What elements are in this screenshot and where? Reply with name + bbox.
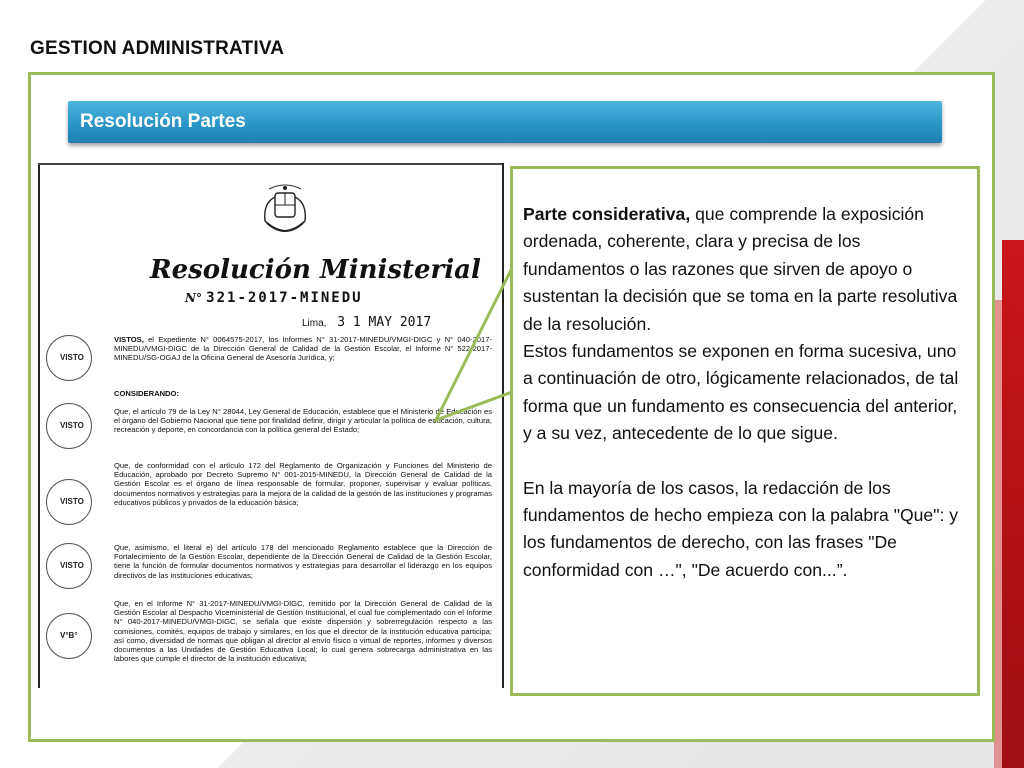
document-border <box>502 163 504 688</box>
vistos-label: VISTOS, <box>114 335 144 344</box>
section-label: Resolución Partes <box>80 111 246 132</box>
resolution-date <box>302 315 431 330</box>
stamp-label: VISTO <box>60 353 84 362</box>
number-prefix: N° <box>185 291 202 305</box>
callout-text <box>523 201 963 584</box>
stamp-label: V°B° <box>60 631 78 640</box>
date-place: Lima, <box>302 318 327 329</box>
resolution-document-image <box>38 163 506 688</box>
callout-lead-rest: que comprende la exposición ordenada, coherente, clara y precisa de los fundamentos o las razones que sirven de apoyo o sustentan la decisión que se toma en la parte resolutiva de la resolución. <box>523 204 958 334</box>
coat-of-arms-icon <box>255 183 315 241</box>
callout-paragraph: Estos fundamentos se exponen en forma sucesiva, uno a continuación de otro, lógicamente relacionados, de tal forma que un fundamento es consecuencia del anterior, y a su vez, antecedente de lo que sigue. <box>523 341 959 444</box>
stamp-label: VISTO <box>60 561 84 570</box>
decorative-stripe <box>994 300 1002 768</box>
number-value: 321-2017-MINEDU <box>206 290 363 306</box>
section-header <box>68 101 942 143</box>
document-paragraph: Que, en el Informe N° 31-2017-MINEDU/VMGI-DIGC, remitido por la Dirección General de Calidad de la Gestión Escolar al Despacho Viceministerial de Gestión Institucional, el cual fue complementado con el Informe N° 040-2017-MINEDU/VMGI-DIGC, se señala que existe dispersión y sobrerregulación respecto a las comisiones, comités, equipos de trabajo y similares, en los que el director de la institución educativa participa; así como, diversidad de normas que obligan al director al envío físico o virtual de reportes, informes y diversos documentos a las Unidades de Gestión Educativa Local; lo cual genera sobrecarga administrativa en las labores que cumple el director de la institución educativa; <box>114 599 492 664</box>
vistos-paragraph <box>114 335 492 363</box>
page-title: GESTION ADMINISTRATIVA <box>30 38 285 59</box>
stamp-label: VISTO <box>60 497 84 506</box>
resolution-number <box>185 290 363 306</box>
paragraph-gap <box>523 448 963 475</box>
document-paragraph: Que, el artículo 79 de la Ley N° 28044, Ley General de Educación, establece que el Ministerio de Educación es el órgano del Gobierno Nacional que tiene por finalidad definir, dirigir y articular la política de educación, cultura, recreación y deporte, en concordancia con la política general del Estado; <box>114 407 492 435</box>
date-value: 3 1 MAY 2017 <box>337 315 432 330</box>
vistos-text: el Expediente N° 0064575-2017, los Informes N° 31-2017-MINEDU/VMGI-DIGC y N° 040-2017-MINEDU/VMGI-DIGC de la Dirección General de Calidad de la Gestión Escolar, el Informe N° 522-2017-MINEDU/SG-OGAJ de la Oficina General de Asesoría Jurídica, y; <box>114 335 492 363</box>
document-paragraph: Que, de conformidad con el artículo 172 del Reglamento de Organización y Funciones del Ministerio de Educación, aprobado por Decreto Supremo N° 001-2015-MINEDU, la Dirección General de Calidad de la Gestión Escolar es el órgano de línea responsable de formular, proponer, supervisar y evaluar políticas, documentos normativos y estrategias para la mejora de la calidad de la gestión de las instituciones y programas educativos públicos y privados de la educación básica; <box>114 461 492 507</box>
document-paragraph: Que, asimismo, el literal e) del artículo 178 del mencionado Reglamento establece que la Dirección de Fortalecimiento de la Gestión Escolar, dependiente de la Dirección General de Calidad de la Gestión Escolar, tiene la función de formular documentos normativos y estrategias para desarrollar el liderazgo en los equipos directivos de las instituciones educativas; <box>114 543 492 580</box>
callout-paragraph: En la mayoría de los casos, la redacción de los fundamentos de hecho empieza con la palabra "Que": y los fundamentos de derecho, con las frases "De conformidad con …", "De acuerdo con...”. <box>523 477 959 580</box>
decorative-red-bar <box>1002 240 1024 768</box>
considerando-label: CONSIDERANDO: <box>114 389 179 398</box>
document-border <box>38 163 504 165</box>
callout-bold-lead: Parte considerativa, <box>523 204 691 224</box>
stamp-label: VISTO <box>60 421 84 430</box>
callout-paragraph <box>523 201 963 338</box>
explanation-callout <box>510 166 980 696</box>
document-heading: Resolución Ministerial <box>150 255 481 285</box>
